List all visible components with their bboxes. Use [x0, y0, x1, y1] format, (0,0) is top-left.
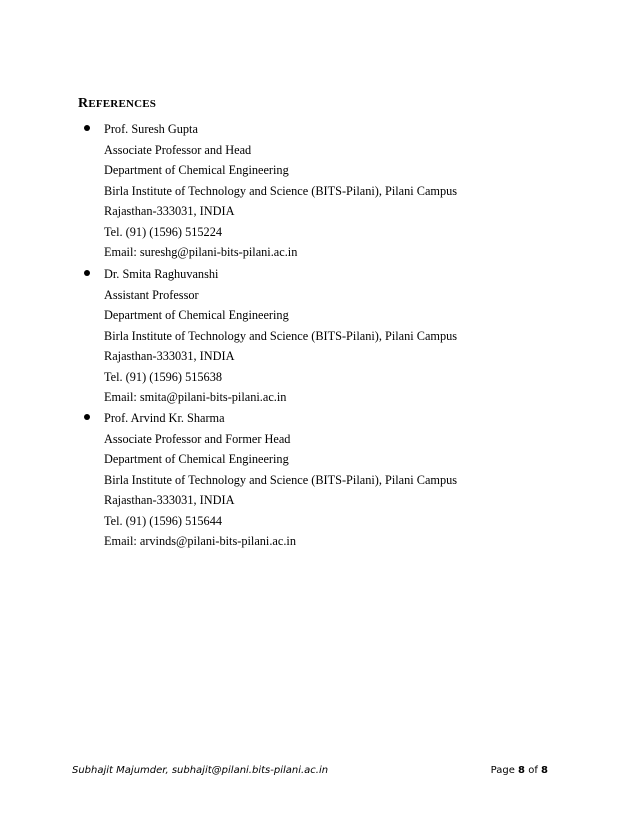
reference-email: Email: sureshg@pilani-bits-pilani.ac.in	[104, 245, 298, 259]
footer-page-total: 8	[541, 765, 548, 776]
reference-address: Rajasthan-333031, INDIA	[104, 349, 235, 363]
reference-institute: Birla Institute of Technology and Science (BITS-Pilani), Pilani Campus	[104, 328, 458, 343]
reference-phone: Tel. (91) (1596) 515644	[104, 513, 222, 528]
reference-address: Rajasthan-333031, INDIA	[104, 204, 235, 218]
reference-institute: Birla Institute of Technology and Science (BITS-Pilani), Pilani Campus	[104, 183, 458, 198]
reference-department: Department of Chemical Engineering	[104, 163, 289, 177]
reference-email: Email: smita@pilani-bits-pilani.ac.in	[104, 390, 287, 404]
reference-name: Dr. Smita Raghuvanshi	[104, 267, 219, 281]
reference-title: Associate Professor and Former Head	[104, 431, 291, 446]
heading-first-letter: R	[78, 96, 89, 111]
reference-phone: Tel. (91) (1596) 515638	[104, 369, 222, 384]
bullet-icon	[84, 125, 90, 131]
bullet-icon	[84, 414, 90, 420]
reference-title: Associate Professor and Head	[104, 142, 252, 157]
reference-phone: Tel. (91) (1596) 515224	[104, 224, 222, 239]
bullet-icon	[84, 270, 90, 276]
reference-department: Department of Chemical Engineering	[104, 308, 289, 322]
reference-email: Email: arvinds@pilani-bits-pilani.ac.in	[104, 534, 296, 548]
reference-institute: Birla Institute of Technology and Science (BITS-Pilani), Pilani Campus	[104, 472, 458, 487]
reference-title: Assistant Professor	[104, 287, 199, 302]
references-heading	[78, 96, 156, 112]
footer-page-number	[491, 764, 548, 778]
footer-author: Subhajit Majumder, subhajit@pilani.bits-pilani.ac.in	[72, 765, 329, 776]
heading-rest: EFERENCES	[88, 98, 157, 110]
reference-name: Prof. Suresh Gupta	[104, 122, 198, 136]
reference-department: Department of Chemical Engineering	[104, 452, 289, 466]
footer-page-current: 8	[518, 765, 526, 776]
footer-page-word: Page	[490, 765, 515, 776]
reference-address: Rajasthan-333031, INDIA	[104, 493, 235, 507]
footer-page-of: of	[528, 765, 538, 776]
reference-name: Prof. Arvind Kr. Sharma	[104, 411, 225, 425]
